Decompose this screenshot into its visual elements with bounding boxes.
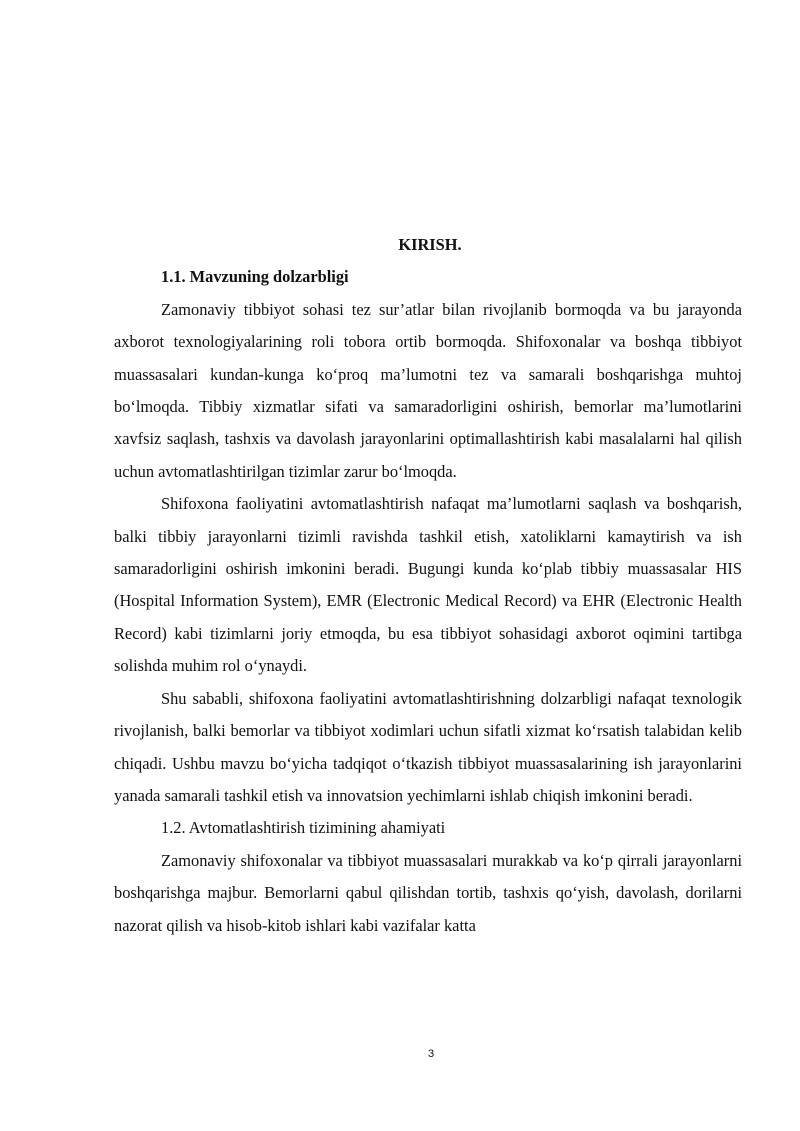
section-heading-1-1: 1.1. Mavzuning dolzarbligi — [161, 267, 349, 287]
paragraph: Shu sababli, shifoxona faoliyatini avtomatlashtirishning dolzarbligi nafaqat texnologik rivojlanish, balki bemorlar va tibbiyot xodimlari uchun sifatli xizmat ko‘rsatish talabidan kelib chiqadi. Ushbu mavzu bo‘yicha tadqiqot o‘tkazish tibbiyot muassasalarining ish jarayonlarini yanada samarali tashkil etish va innovatsion yechimlarni ishlab chiqish imkonini beradi. — [114, 688, 742, 805]
chapter-title: KIRISH. — [398, 235, 462, 254]
section-heading-1-2: 1.2. Avtomatlashtirish tizimining ahamiyati — [161, 818, 446, 838]
page-content — [114, 229, 742, 942]
page-number: 3 — [427, 1048, 435, 1060]
paragraph: Shifoxona faoliyatini avtomatlashtirish nafaqat ma’lumotlarni saqlash va boshqarish, balki tibbiy jarayonlarni tizimli ravishda tashkil etish, xatoliklarni kamaytirish va ish samaradorligini oshirish imkonini beradi. Bugungi kunda ko‘plab tibbiy muassasalar HIS (Hospital Information System), EMR (Electronic Medical Record) va EHR (Electronic Health Record) kabi tizimlarni joriy etmoqda, bu esa tibbiyot sohasidagi axborot oqimini tartibga solishda muhim rol o‘ynaydi. — [114, 494, 742, 676]
paragraph: Zamonaviy shifoxonalar va tibbiyot muassasalari murakkab va ko‘p qirrali jarayonlarni boshqarishga majbur. Bemorlarni qabul qilishdan tortib, tashxis qo‘yish, davolash, dorilarni nazorat qilish va hisob-kitob ishlari kabi vazifalar katta — [114, 850, 742, 935]
paragraph: Zamonaviy tibbiyot sohasi tez sur’atlar bilan rivojlanib bormoqda va bu jarayonda axborot texnologiyalarining roli tobora ortib bormoqda. Shifoxonalar va boshqa tibbiyot muassasalari kundan-kunga ko‘proq ma’lumotni tez va samarali boshqarishga muhtoj bo‘lmoqda. Tibbiy xizmatlar sifati va samaradorligini oshirish, bemorlar ma’lumotlarini xavfsiz saqlash, tashxis va davolash jarayonlarini optimallashtirish kabi masalalarni hal qilish uchun avtomatlashtirilgan tizimlar zarur bo‘lmoqda. — [114, 299, 742, 481]
